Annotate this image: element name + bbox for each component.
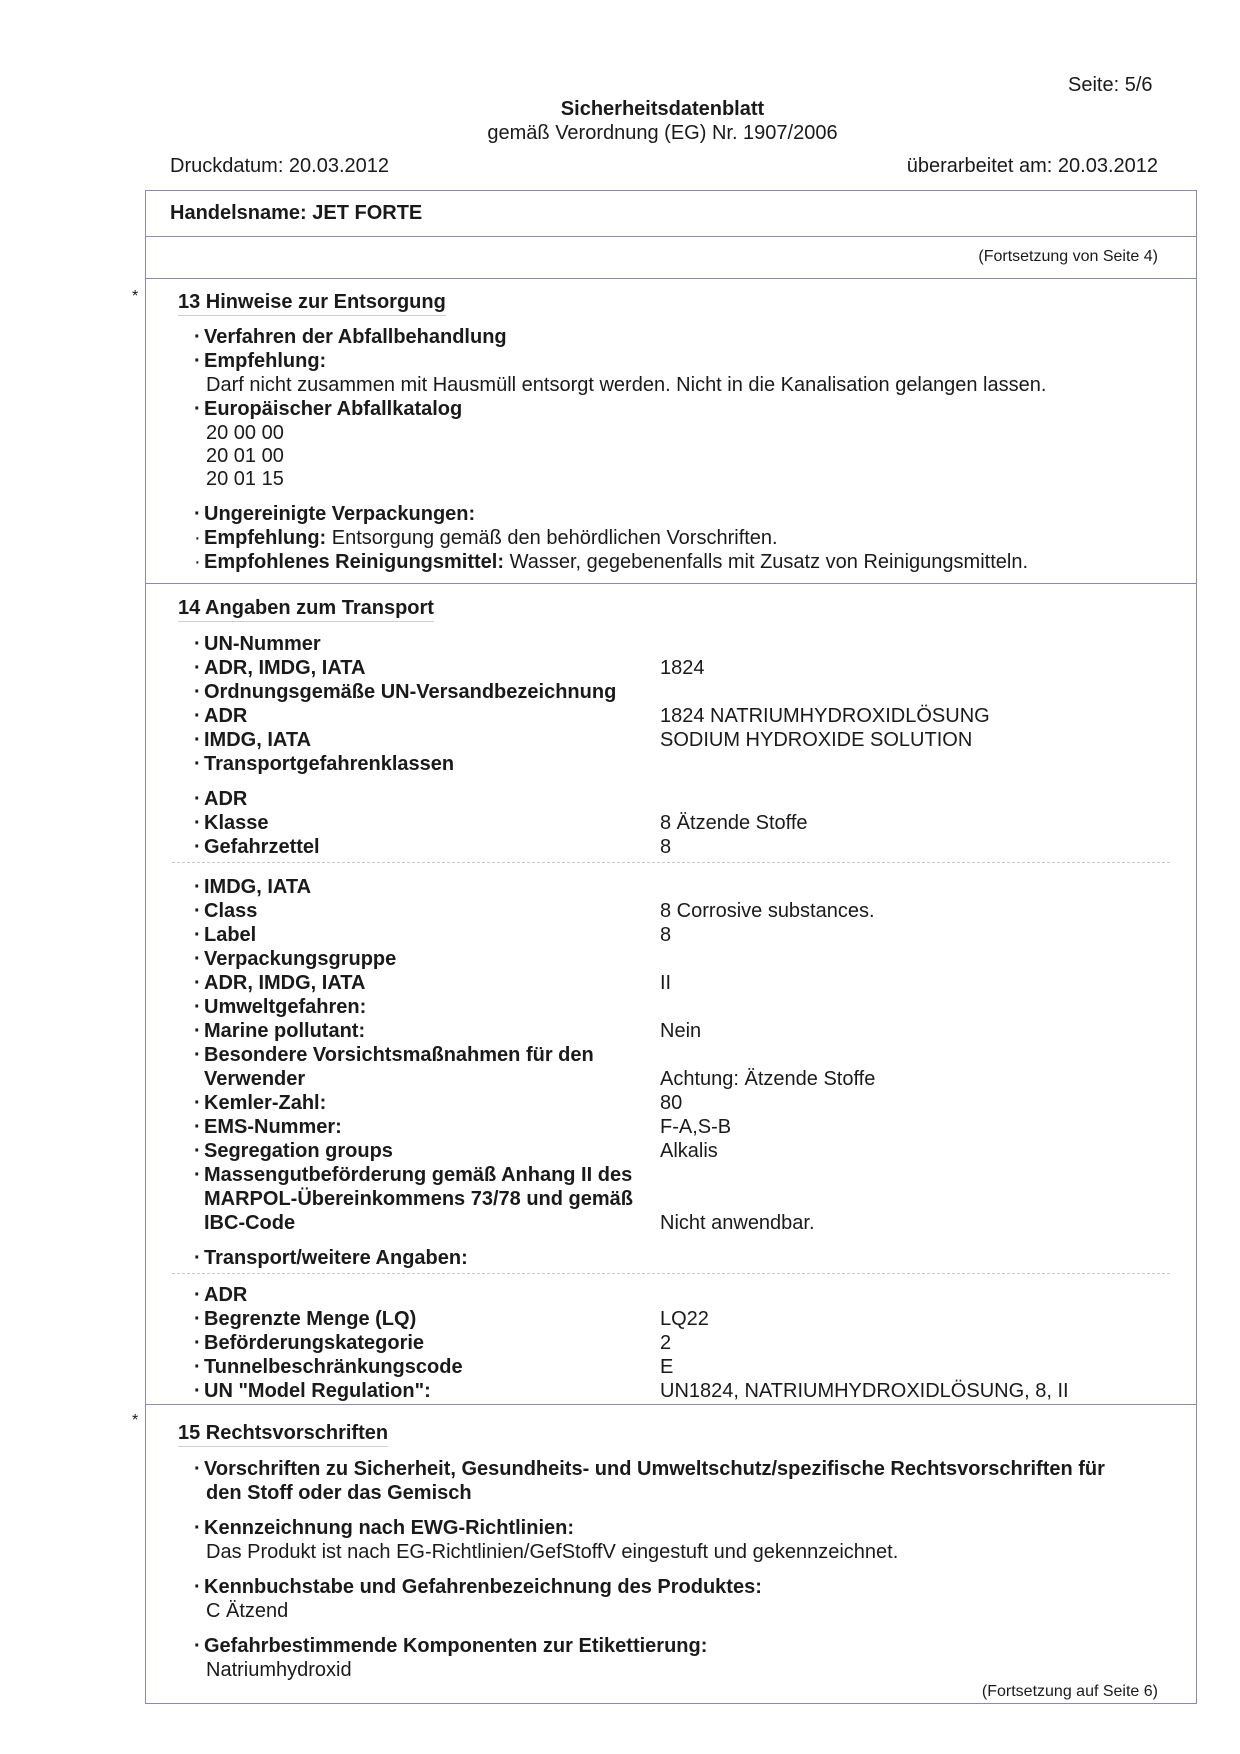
transport-key: · ADR, IMDG, IATA (194, 657, 366, 679)
transport-key: · Besondere Vorsichtsmaßnahmen für den (194, 1044, 594, 1066)
section-15-title: 15 Rechtsvorschriften (178, 1421, 388, 1447)
transport-key: · UN-Nummer (194, 633, 321, 655)
transport-value: 1824 (660, 657, 705, 679)
transport-key: · ADR (194, 705, 248, 727)
transport-value: Nein (660, 1020, 702, 1042)
change-marker: * (132, 288, 139, 305)
transport-key: · Marine pollutant: (194, 1020, 366, 1042)
dashed-divider (172, 1273, 1170, 1274)
transport-value: 8 Ätzende Stoffe (660, 812, 808, 834)
transport-value: Nicht anwendbar. (660, 1212, 815, 1234)
transport-value: 8 (660, 836, 672, 858)
divider (145, 190, 1197, 191)
section-13-title: 13 Hinweise zur Entsorgung (178, 290, 446, 316)
transport-key: · UN "Model Regulation": (194, 1380, 431, 1402)
continued-to: (Fortsetzung auf Seite 6) (981, 1683, 1158, 1700)
list-item: · Europäischer Abfallkatalog (194, 398, 463, 420)
transport-value: E (660, 1356, 674, 1378)
divider (145, 1703, 1197, 1704)
section-14-title: 14 Angaben zum Transport (178, 596, 434, 622)
divider (145, 278, 1197, 279)
transport-key: MARPOL-Übereinkommens 73/78 und gemäß (204, 1188, 633, 1210)
transport-key: · Transport/weitere Angaben: (194, 1247, 468, 1269)
transport-key: · Transportgefahrenklassen (194, 753, 455, 775)
transport-value: LQ22 (660, 1308, 709, 1330)
transport-value: 2 (660, 1332, 672, 1354)
transport-key: · Massengutbeförderung gemäß Anhang II des (194, 1164, 633, 1186)
list-item: · Ungereinigte Verpackungen: (194, 503, 476, 525)
transport-key: · Class (194, 900, 258, 922)
transport-key: · Beförderungskategorie (194, 1332, 425, 1354)
transport-key: · Tunnelbeschränkungscode (194, 1356, 463, 1378)
document-subtitle: gemäß Verordnung (EG) Nr. 1907/2006 (487, 122, 838, 144)
transport-value: Achtung: Ätzende Stoffe (660, 1068, 876, 1090)
revision-date: überarbeitet am: 20.03.2012 (906, 155, 1158, 177)
transport-value: 80 (660, 1092, 683, 1114)
transport-key: · Segregation groups (194, 1140, 393, 1162)
list-item-text: Das Produkt ist nach EG-Richtlinien/GefStoffV eingestuft und gekennzeichnet. (206, 1541, 899, 1563)
transport-key: · Klasse (194, 812, 269, 834)
transport-key: · Gefahrzettel (194, 836, 320, 858)
transport-value: F-A,S-B (660, 1116, 732, 1138)
transport-key: · ADR, IMDG, IATA (194, 972, 366, 994)
transport-key: · IMDG, IATA (194, 876, 312, 898)
list-item: · Kennzeichnung nach EWG-Richtlinien: (194, 1517, 574, 1539)
list-item: · Kennbuchstabe und Gefahrenbezeichnung des Produktes: (194, 1576, 762, 1598)
transport-key: · Label (194, 924, 257, 946)
transport-value: UN1824, NATRIUMHYDROXIDLÖSUNG, 8, II (660, 1380, 1069, 1402)
transport-key: IBC-Code (204, 1212, 296, 1234)
transport-value: Alkalis (660, 1140, 718, 1162)
list-item: · Verfahren der Abfallbehandlung (194, 326, 507, 348)
list-item: · Empfehlung: Entsorgung gemäß den behördlichen Vorschriften. (194, 527, 778, 549)
page-number: Seite: 5/6 (1068, 74, 1153, 96)
transport-key: · Ordnungsgemäße UN-Versandbezeichnung (194, 681, 617, 703)
change-marker: * (132, 1412, 139, 1429)
transport-value: 1824 NATRIUMHYDROXIDLÖSUNG (660, 705, 990, 727)
transport-key: · ADR (194, 1284, 248, 1306)
list-item: · Empfehlung: (194, 350, 327, 372)
continued-from: (Fortsetzung von Seite 4) (978, 248, 1158, 265)
transport-value: II (660, 972, 672, 994)
waste-code: 20 01 15 (206, 468, 284, 490)
document-title: Sicherheitsdatenblatt (560, 98, 765, 120)
list-item: · Gefahrbestimmende Komponenten zur Etikettierung: (194, 1635, 708, 1657)
list-item-text: Natriumhydroxid (206, 1659, 352, 1681)
waste-code: 20 01 00 (206, 445, 284, 467)
list-item-text: den Stoff oder das Gemisch (206, 1482, 472, 1504)
divider (145, 236, 1197, 237)
waste-code: 20 00 00 (206, 422, 284, 444)
transport-key: · Begrenzte Menge (LQ) (194, 1308, 417, 1330)
transport-key: · EMS-Nummer: (194, 1116, 342, 1138)
transport-value: SODIUM HYDROXIDE SOLUTION (660, 729, 973, 751)
transport-value: 8 Corrosive substances. (660, 900, 875, 922)
dashed-divider (172, 862, 1170, 863)
trade-name: Handelsname: JET FORTE (170, 202, 423, 224)
transport-key: · Kemler-Zahl: (194, 1092, 327, 1114)
list-item-text: Darf nicht zusammen mit Hausmüll entsorgt werden. Nicht in die Kanalisation gelangen lassen. (206, 374, 1047, 396)
print-date: Druckdatum: 20.03.2012 (170, 155, 390, 177)
transport-key: · Verpackungsgruppe (194, 948, 397, 970)
divider (145, 583, 1197, 584)
transport-key: · IMDG, IATA (194, 729, 312, 751)
list-item-text: C Ätzend (206, 1600, 289, 1622)
divider (145, 1404, 1197, 1405)
list-item: · Empfohlenes Reinigungsmittel: Wasser, gegebenenfalls mit Zusatz von Reinigungsmitteln. (194, 551, 1029, 573)
transport-key: · Umweltgefahren: (194, 996, 367, 1018)
transport-key: · ADR (194, 788, 248, 810)
transport-value: 8 (660, 924, 672, 946)
transport-key: Verwender (204, 1068, 306, 1090)
list-item: · Vorschriften zu Sicherheit, Gesundheits- und Umweltschutz/spezifische Rechtsvorschriften für (194, 1458, 1105, 1480)
